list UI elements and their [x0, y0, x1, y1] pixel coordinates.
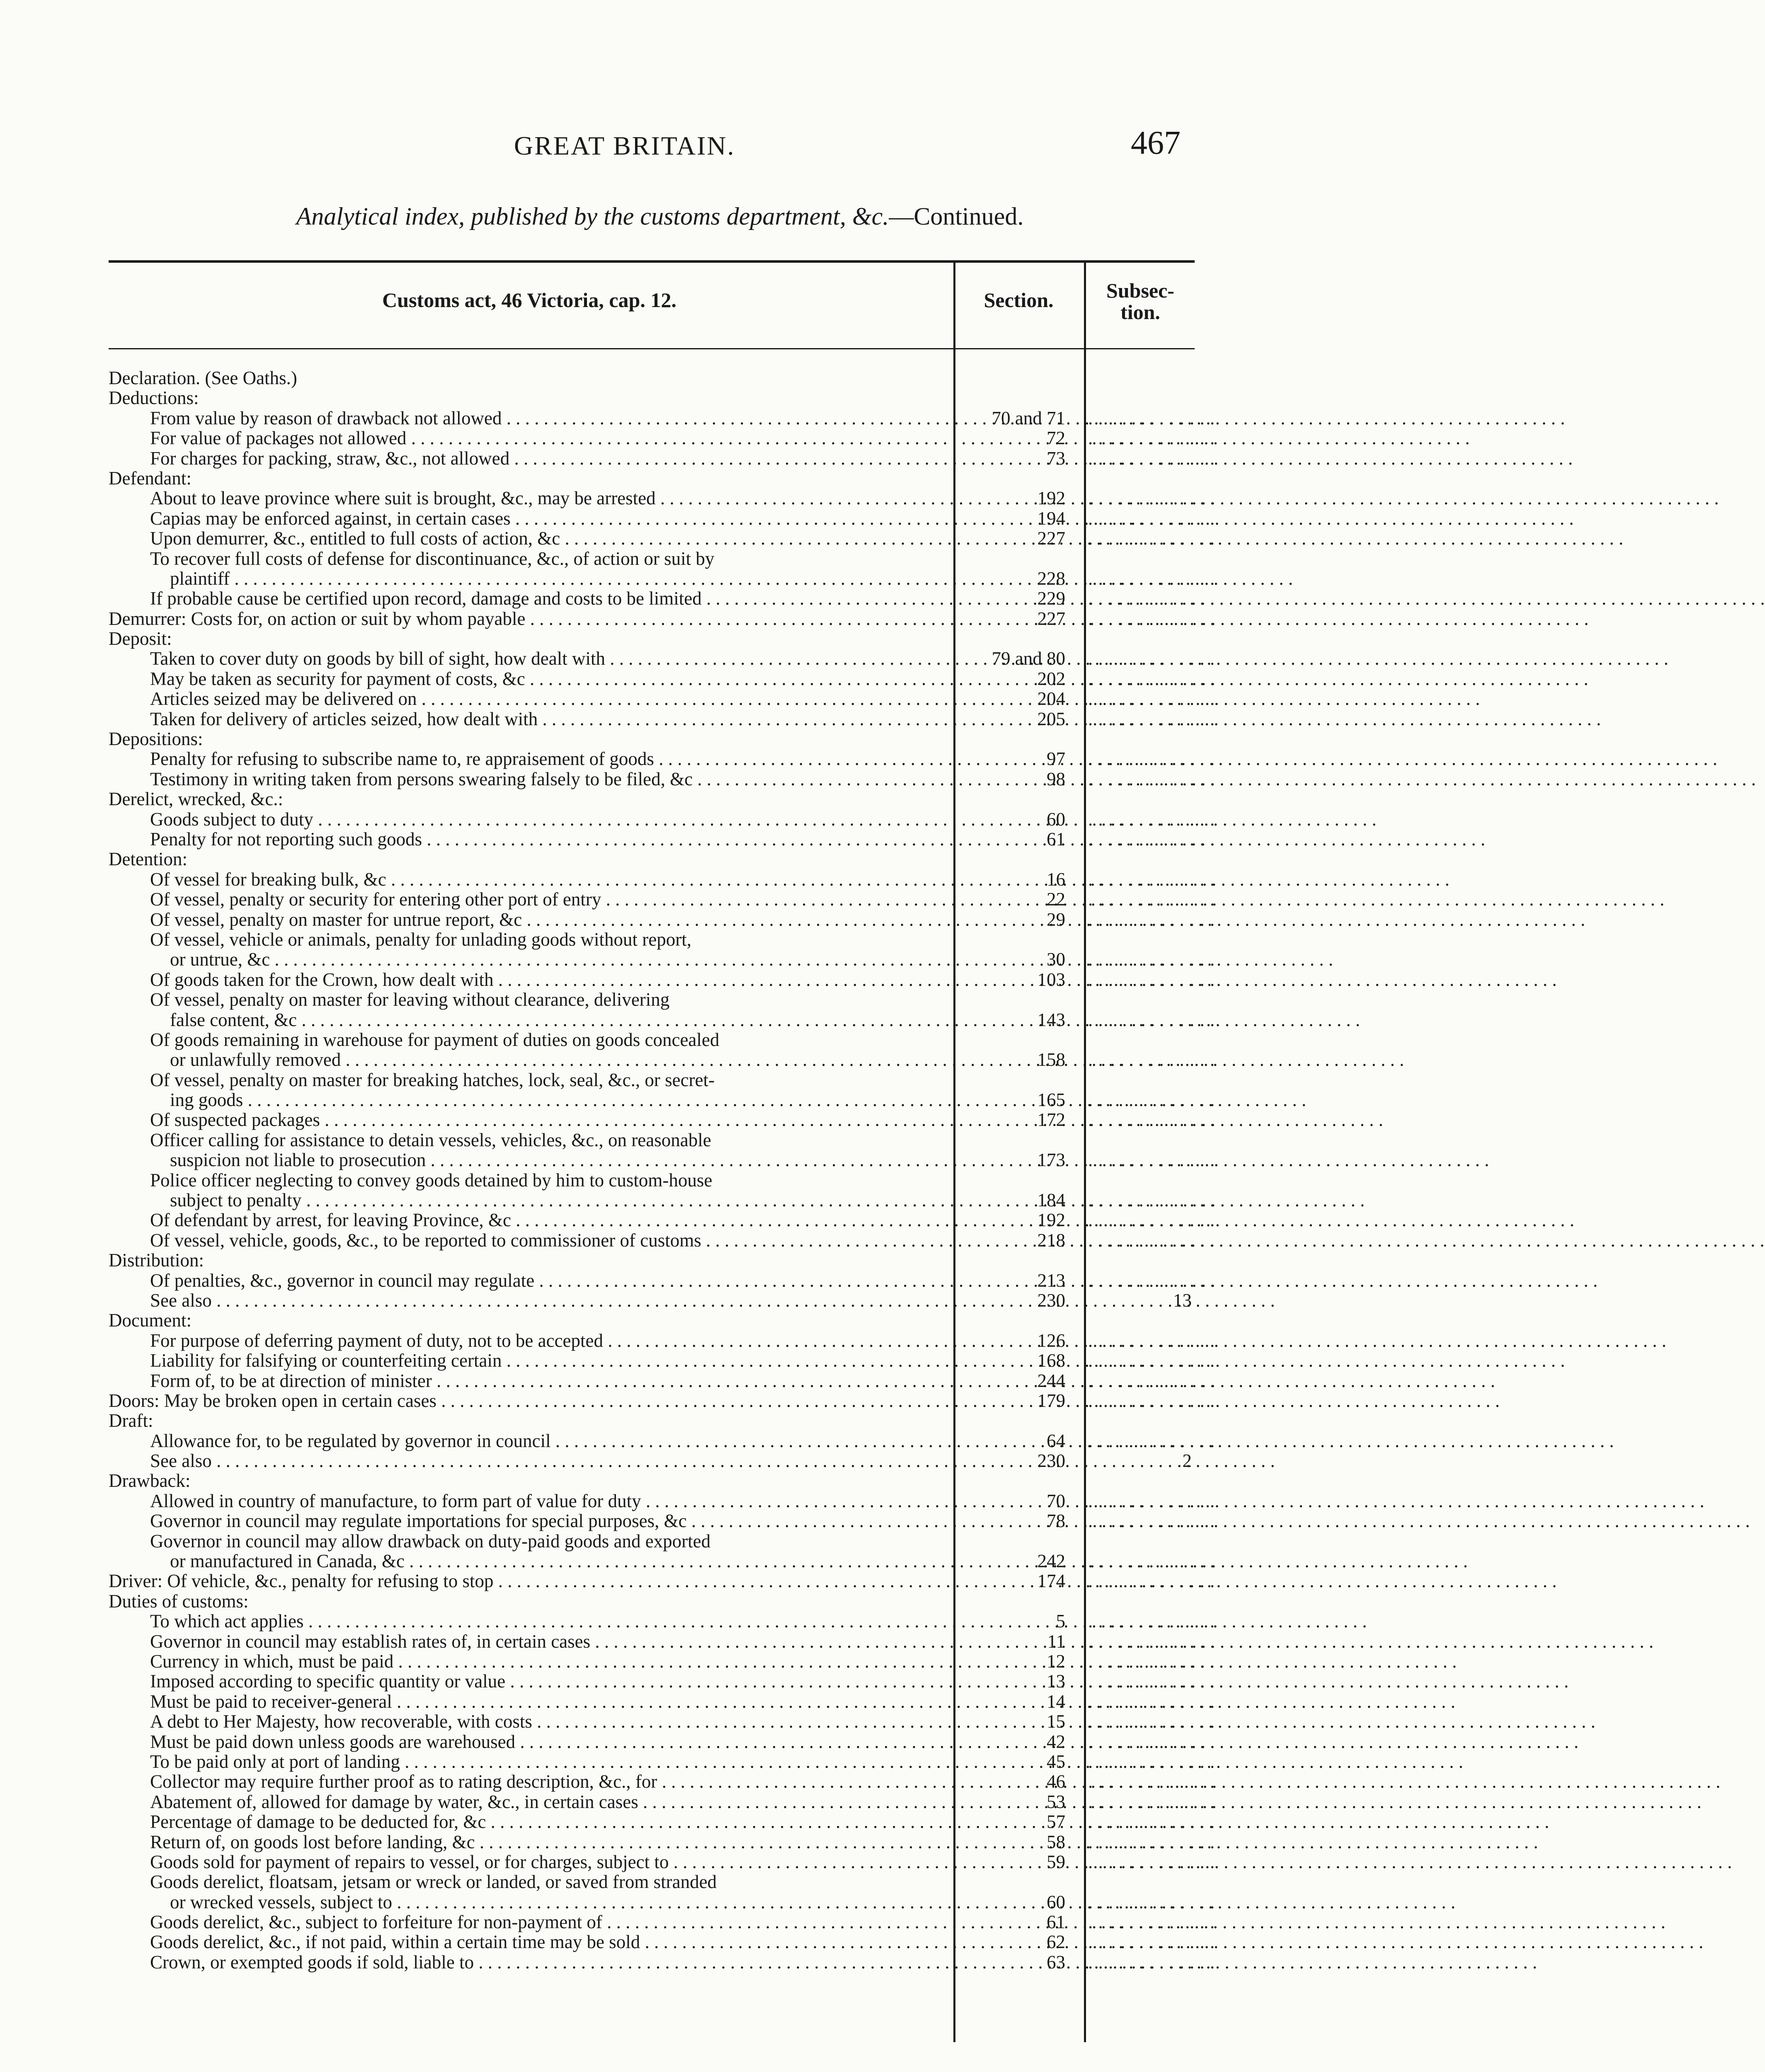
section-number: 16: [1047, 869, 1065, 890]
section-number: 46: [1047, 1771, 1065, 1792]
subsection-leader: . . . . . . . . . . . . .: [1088, 768, 1215, 789]
subsection-leader: . . . . . . . . . . . . .: [1088, 869, 1215, 890]
table-row: [0, 1551, 1320, 1571]
table-row: [0, 1852, 1320, 1872]
table-row: [0, 588, 1320, 608]
table-row: [0, 1070, 1320, 1090]
entry-text: Collector may require further proof as to rating description, &c., for . . .: [150, 1772, 950, 1791]
entry-text: To which act applies . . .: [150, 1611, 950, 1631]
subsection-leader: . . . . . . . . . . . . .: [1088, 708, 1215, 729]
entry-text: Declaration. (See Oaths.): [109, 368, 297, 388]
subsection-leader: . . . . . . . . . . . . .: [1088, 909, 1215, 930]
column-header-subsection: [1086, 280, 1195, 323]
entry-text: May be taken as security for payment of costs, &c . . .: [150, 669, 950, 689]
table-row: [0, 1631, 1320, 1651]
table-row: [0, 1411, 1320, 1431]
entry-text: Return of, on goods lost before landing, &c . . .: [150, 1832, 950, 1852]
subsection-leader: . . . . . . . . . . . . .: [1088, 748, 1215, 770]
table-row: [0, 849, 1320, 869]
subsection-leader: . . . . . . . . . . . . .: [1088, 648, 1215, 669]
entry-text: plaintiff . . .: [170, 569, 950, 588]
table-row: [0, 729, 1320, 749]
section-number: 103: [1037, 969, 1065, 990]
table-row: [0, 1451, 1320, 1471]
table-row: [0, 428, 1320, 448]
subsection-leader: . . . . . . . . . . . . .: [1088, 568, 1215, 589]
table-row: [0, 1170, 1320, 1190]
table-row: [0, 1371, 1320, 1391]
table-row: [0, 1752, 1320, 1772]
table-row: [0, 1832, 1320, 1852]
section-number: 230: [1037, 1290, 1065, 1311]
entry-text: Governor in council may allow drawback on duty-paid goods and exported: [150, 1530, 711, 1552]
entry-text: Depositions:: [109, 729, 203, 750]
entry-text: Driver: Of vehicle, &c., penalty for refusing to stop . . .: [109, 1571, 950, 1591]
table-row: [0, 569, 1320, 588]
entry-text: Drawback:: [109, 1470, 191, 1491]
table-row: [0, 1210, 1320, 1230]
subsection-leader: . . . . . . . . . . . . .: [1088, 1831, 1215, 1852]
table-row: [0, 649, 1320, 668]
table-row: [0, 929, 1320, 949]
entry-text: Penalty for not reporting such goods . . .: [150, 829, 950, 849]
table-row: [0, 1310, 1320, 1330]
subsection-leader: . . . . . . . . . . . . .: [1088, 1691, 1215, 1712]
entry-text: Of vessel, vehicle, goods, &c., to be reported to commissioner of customs . . .: [150, 1230, 950, 1250]
subsection-leader: . . . . . . . . . . . . .: [1088, 1611, 1215, 1632]
table-row: [0, 1711, 1320, 1731]
entry-text: Testimony in writing taken from persons swearing falsely to be filed, &c . . .: [150, 769, 950, 789]
entry-text: Of penalties, &c., governor in council may regulate . . .: [150, 1271, 950, 1290]
table-row: [0, 488, 1320, 508]
subsection-leader: . . . . . . . . . . . . .: [1088, 1190, 1215, 1211]
entry-text: Articles seized may be delivered on . . .: [150, 689, 950, 709]
entry-text: Currency in which, must be paid . . .: [150, 1651, 950, 1671]
entry-text: To recover full costs of defense for discontinuance, &c., of action or suit by: [150, 548, 715, 569]
entry-text: Governor in council may regulate importations for special purposes, &c . . .: [150, 1511, 950, 1531]
section-number: 179: [1037, 1390, 1065, 1411]
subsection-leader: . . . . . . . . . . . . .: [1088, 1330, 1215, 1351]
section-number: 168: [1037, 1350, 1065, 1371]
section-number: 15: [1047, 1711, 1065, 1732]
section-number: 242: [1037, 1551, 1065, 1572]
entry-text: Of vessel, penalty on master for leaving without clearance, delivering: [150, 989, 670, 1010]
entry-text: From value by reason of drawback not allowed . . .: [150, 408, 950, 428]
entry-text: Doors: May be broken open in certain cases . . .: [109, 1391, 950, 1411]
subsection-leader: . . . . . . . . . . . . .: [1088, 1350, 1215, 1371]
table-row: [0, 1290, 1320, 1310]
entry-text: Duties of customs:: [109, 1590, 249, 1612]
entry-text: or wrecked vessels, subject to . . .: [170, 1892, 950, 1912]
entry-text: or untrue, &c . . .: [170, 949, 950, 969]
table-row: [0, 809, 1320, 829]
entry-text: Of suspected packages . . .: [150, 1110, 950, 1130]
table-head-rule: [109, 348, 1195, 349]
subtitle-tail: —Continued.: [889, 203, 1024, 230]
table-row: [0, 769, 1320, 789]
table-row: [0, 1952, 1320, 1972]
table-row: [0, 1511, 1320, 1531]
section-number: 173: [1037, 1150, 1065, 1171]
section-number: 165: [1037, 1089, 1065, 1111]
table-row: [0, 689, 1320, 709]
section-number: 158: [1037, 1049, 1065, 1070]
table-row: [0, 609, 1320, 629]
table-row: [0, 468, 1320, 488]
entry-text: For value of packages not allowed . . .: [150, 428, 950, 448]
entry-text: A debt to Her Majesty, how recoverable, with costs . . .: [150, 1711, 950, 1731]
running-title: GREAT BRITAIN.: [514, 131, 735, 160]
section-number: 57: [1047, 1811, 1065, 1832]
subsection-leader: . . . . . . . . . . . . .: [1088, 1851, 1215, 1872]
index-table-body: [0, 368, 1320, 1972]
table-row: [0, 528, 1320, 548]
table-row: [0, 669, 1320, 689]
subsection-leader: . . . . . . . . . . . . .: [1088, 688, 1215, 709]
table-row: [0, 1110, 1320, 1130]
entry-text: Percentage of damage to be deducted for, &c . . .: [150, 1812, 950, 1832]
entry-text: About to leave province where suit is brought, &c., may be arrested . . .: [150, 488, 950, 508]
subsection-number: 2: [1182, 1450, 1192, 1472]
table-row: [0, 709, 1320, 729]
entry-text: Distribution:: [109, 1250, 204, 1271]
entry-text: Of defendant by arrest, for leaving Province, &c . . .: [150, 1210, 950, 1230]
table-row: [0, 1331, 1320, 1351]
section-number: 61: [1047, 828, 1065, 850]
section-number: 72: [1047, 428, 1065, 449]
section-number: 13: [1047, 1671, 1065, 1692]
section-number: 205: [1037, 708, 1065, 729]
subsection-leader: . . . . . . . . . . . . .: [1088, 1009, 1215, 1030]
column-header-section: Section.: [984, 288, 1054, 312]
subsection-leader: . . . . . . . . . . . . .: [1088, 808, 1215, 830]
section-number: 229: [1037, 588, 1065, 609]
subsection-leader: . . . . . . . . . . . . .: [1088, 1571, 1215, 1592]
subsection-leader: . . . . . . . . . . . . .: [1088, 1771, 1215, 1792]
section-number: 30: [1047, 949, 1065, 970]
section-number: 227: [1037, 528, 1065, 549]
table-row: [0, 829, 1320, 849]
subsection-header-line1: Subsec-: [1106, 279, 1174, 302]
entry-text: Of vessel, penalty on master for breaking hatches, lock, seal, &c., or secret-: [150, 1069, 715, 1090]
subsection-leader: . . . . . . . . . . . . .: [1088, 528, 1215, 549]
entry-text: Taken for delivery of articles seized, how dealt with . . .: [150, 709, 950, 729]
entry-text: suspicion not liable to prosecution . . .: [170, 1150, 950, 1170]
subsection-leader: . . . . . . . . . . . . .: [1088, 1912, 1215, 1933]
entry-text: If probable cause be certified upon record, damage and costs to be limited . . .: [150, 588, 950, 608]
entry-text: Goods derelict, floatsam, jetsam or wreck or landed, or saved from stranded: [150, 1871, 717, 1893]
section-number: 62: [1047, 1932, 1065, 1953]
subsection-leader: . . . . . . . . . . . . .: [1088, 1390, 1215, 1411]
subsection-number: 13: [1173, 1290, 1192, 1311]
page-subtitle: [0, 202, 1320, 231]
entry-text: Abatement of, allowed for damage by water, &c., in certain cases . . .: [150, 1792, 950, 1812]
table-row: [0, 1591, 1320, 1611]
entry-text: Of vessel, penalty on master for untrue report, &c . . .: [150, 910, 950, 929]
table-row: [0, 1150, 1320, 1170]
entry-text: or unlawfully removed . . .: [170, 1050, 950, 1070]
section-number: 70: [1047, 1490, 1065, 1511]
section-number: 61: [1047, 1912, 1065, 1933]
table-row: [0, 629, 1320, 649]
subsection-leader: . . . . . . . . . . . . .: [1088, 407, 1215, 428]
section-number: 184: [1037, 1190, 1065, 1211]
subsection-leader: . . . . . . . . . . . . .: [1088, 1891, 1215, 1912]
section-number: 45: [1047, 1751, 1065, 1772]
subsection-leader: . . . . . . . . . . . . .: [1088, 1631, 1215, 1652]
section-number: 29: [1047, 909, 1065, 930]
subsection-leader: . . . . . . . . . . . . .: [1088, 1270, 1215, 1291]
subsection-header-line2: tion.: [1120, 300, 1160, 324]
section-number: 98: [1047, 768, 1065, 789]
section-number: 192: [1037, 488, 1065, 509]
entry-text: Detention:: [109, 849, 187, 870]
table-row: [0, 1651, 1320, 1671]
entry-text: Governor in council may establish rates of, in certain cases . . .: [150, 1631, 950, 1651]
subsection-leader: . . . . . . . . . . . . .: [1088, 969, 1215, 990]
section-number: 228: [1037, 568, 1065, 589]
entry-text: Liability for falsifying or counterfeiting certain . . .: [150, 1351, 950, 1370]
entry-text: Capias may be enforced against, in certain cases . . .: [150, 508, 950, 528]
section-number: 12: [1047, 1651, 1065, 1672]
section-number: 192: [1037, 1210, 1065, 1231]
entry-text: Taken to cover duty on goods by bill of sight, how dealt with . . .: [150, 649, 950, 668]
table-row: [0, 549, 1320, 569]
entry-text: For purpose of deferring payment of duty, not to be accepted . . .: [150, 1331, 950, 1351]
section-number: 59: [1047, 1851, 1065, 1872]
section-number: 42: [1047, 1731, 1065, 1752]
table-row: [0, 1872, 1320, 1892]
section-number: 14: [1047, 1691, 1065, 1712]
entry-text: Officer calling for assistance to detain vessels, vehicles, &c., on reasonable: [150, 1129, 711, 1150]
subsection-leader: . . . . . . . . . . . . .: [1088, 1731, 1215, 1752]
subsection-leader: . . . . . . . . . . . . .: [1088, 1109, 1215, 1130]
entry-text: Imposed according to specific quantity or value . . .: [150, 1671, 950, 1691]
section-number: 78: [1047, 1510, 1065, 1532]
table-row: [0, 1671, 1320, 1691]
table-top-rule: [109, 260, 1195, 263]
section-number: 174: [1037, 1571, 1065, 1592]
entry-text: Allowed in country of manufacture, to form part of value for duty . . .: [150, 1491, 950, 1511]
table-row: [0, 1431, 1320, 1451]
table-row: [0, 1611, 1320, 1631]
table-row: [0, 408, 1320, 428]
entry-text: Form of, to be at direction of minister . . .: [150, 1371, 950, 1391]
subsection-leader: . . . . . . . . . . . . .: [1088, 1049, 1215, 1070]
section-number: 79 and 80: [992, 648, 1065, 669]
entry-text: Defendant:: [109, 467, 192, 489]
subsection-leader: . . . . . . . . . . . . .: [1088, 428, 1215, 449]
entry-text: Must be paid down unless goods are warehoused . . .: [150, 1732, 950, 1752]
table-row: [0, 1230, 1320, 1250]
table-row: [0, 1812, 1320, 1832]
subsection-leader: . . . . . . . . . . . . .: [1088, 448, 1215, 469]
entry-text: To be paid only at port of landing . . .: [150, 1752, 950, 1772]
table-row: [0, 889, 1320, 909]
entry-text: Derelict, wrecked, &c.:: [109, 789, 284, 810]
section-number: 194: [1037, 508, 1065, 529]
subsection-leader: . . . . . . . . . . . . .: [1088, 1651, 1215, 1672]
entry-text: Draft:: [109, 1410, 153, 1431]
entry-text: Goods derelict, &c., if not paid, within a certain time may be sold . . .: [150, 1932, 950, 1952]
subsection-leader: . . . . . . . . . . . . .: [1088, 608, 1215, 629]
subsection-leader: . . . . . . . . . . . . .: [1088, 1932, 1215, 1953]
section-number: 126: [1037, 1330, 1065, 1351]
subsection-leader: . . . . . . . . . . . . .: [1088, 1150, 1215, 1171]
subsection-leader: . . . . . . . . . . . . .: [1088, 1671, 1215, 1692]
subsection-leader: . . . . . . . . . . . . .: [1088, 889, 1215, 910]
entry-text: See also . . .: [150, 1451, 950, 1471]
subsection-leader: . . . . . . . . . . . . .: [1088, 1751, 1215, 1772]
entry-text: Of goods remaining in warehouse for payment of duties on goods concealed: [150, 1029, 720, 1050]
entry-text: Penalty for refusing to subscribe name to, re appraisement of goods . . .: [150, 749, 950, 769]
table-row: [0, 1772, 1320, 1791]
entry-text: ing goods . . .: [170, 1090, 950, 1110]
entry-text: See also . . .: [150, 1290, 950, 1310]
table-row: [0, 949, 1320, 969]
subsection-leader: . . . . . . . . . . . . .: [1088, 1811, 1215, 1832]
table-row: [0, 1190, 1320, 1210]
subsection-leader: . . . . . . . . . . . . .: [1088, 1510, 1215, 1532]
table-row: [0, 1030, 1320, 1050]
table-row: [0, 749, 1320, 769]
column-header-title: Customs act, 46 Victoria, cap. 12.: [382, 288, 676, 312]
table-row: [0, 1090, 1320, 1110]
table-row: [0, 970, 1320, 990]
table-row: [0, 388, 1320, 408]
entry-text: Demurrer: Costs for, on action or suit by whom payable . . .: [109, 609, 950, 629]
table-row: [0, 508, 1320, 528]
section-number: 64: [1047, 1430, 1065, 1451]
section-number: 70 and 71: [992, 407, 1065, 428]
entry-text: Of vessel, penalty or security for entering other port of entry . . .: [150, 889, 950, 909]
table-row: [0, 1250, 1320, 1270]
entry-text: Goods subject to duty . . .: [150, 809, 950, 829]
entry-text: Upon demurrer, &c., entitled to full costs of action, &c . . .: [150, 528, 950, 548]
entry-text: Of vessel, vehicle or animals, penalty for unlading goods without report,: [150, 929, 691, 950]
subsection-leader: . . . . . . . . . . . . .: [1088, 508, 1215, 529]
table-row: [0, 1932, 1320, 1952]
table-row: [0, 1892, 1320, 1912]
section-number: 230: [1037, 1450, 1065, 1472]
subsection-leader: . . . . . . . . . . . . .: [1088, 949, 1215, 970]
table-row: [0, 1491, 1320, 1511]
subsection-leader: . . . . . . . . . . . . .: [1088, 488, 1215, 509]
table-row: [0, 368, 1320, 388]
subsection-leader: . . . . . . . . . . . . .: [1088, 1791, 1215, 1812]
table-row: [0, 1531, 1320, 1551]
subsection-leader: . . . . . . . . . . . . .: [1088, 1551, 1215, 1572]
entry-text: false content, &c . . .: [170, 1010, 950, 1030]
table-row: [0, 1010, 1320, 1030]
section-number: 5: [1056, 1611, 1065, 1632]
entry-text: Of vessel for breaking bulk, &c . . .: [150, 869, 950, 889]
entry-text: Crown, or exempted goods if sold, liable to . . .: [150, 1952, 950, 1972]
entry-text: or manufactured in Canada, &c . . .: [170, 1551, 950, 1571]
table-row: [0, 1732, 1320, 1752]
section-number: 227: [1037, 608, 1065, 629]
entry-text: For charges for packing, straw, &c., not allowed . . .: [150, 448, 950, 468]
subsection-leader: . . . . . . . . . . . . .: [1088, 1210, 1215, 1231]
entry-text: Deposit:: [109, 628, 172, 649]
entry-text: Of goods taken for the Crown, how dealt with . . .: [150, 970, 950, 990]
entry-text: Deductions:: [109, 387, 199, 409]
subsection-leader: . . . . . . . . . . . . .: [1088, 1430, 1215, 1451]
table-row: [0, 1050, 1320, 1070]
section-number: 58: [1047, 1831, 1065, 1852]
section-number: 73: [1047, 448, 1065, 469]
subsection-leader: . . . . . . . . . . . . .: [1088, 828, 1215, 850]
entry-text: Allowance for, to be regulated by governor in council . . .: [150, 1431, 950, 1451]
subtitle-italic: Analytical index, published by the customs department, &c.: [296, 203, 889, 230]
subsection-leader: . . . . . . . . . . . . .: [1088, 1490, 1215, 1511]
section-number: 213: [1037, 1270, 1065, 1291]
section-number: 22: [1047, 889, 1065, 910]
section-number: 218: [1037, 1230, 1065, 1251]
section-number: 172: [1037, 1109, 1065, 1130]
table-row: [0, 1391, 1320, 1411]
table-row: [0, 869, 1320, 889]
entry-text: Document:: [109, 1310, 192, 1331]
section-number: 53: [1047, 1791, 1065, 1812]
table-row: [0, 1692, 1320, 1711]
entry-text: subject to penalty . . .: [170, 1190, 950, 1210]
table-row: [0, 1571, 1320, 1591]
page-number: 467: [1131, 125, 1181, 161]
entry-text: Goods sold for payment of repairs to vessel, or for charges, subject to . . .: [150, 1852, 950, 1872]
table-row: [0, 1912, 1320, 1932]
section-number: 11: [1047, 1631, 1065, 1652]
subsection-leader: . . . . . . . . . . . . .: [1088, 588, 1215, 609]
table-row: [0, 1130, 1320, 1150]
entry-text: Police officer neglecting to convey goods detained by him to custom-house: [150, 1169, 713, 1191]
entry-text: Goods derelict, &c., subject to forfeiture for non-payment of . . .: [150, 1912, 950, 1932]
table-row: [0, 990, 1320, 1009]
section-number: 97: [1047, 748, 1065, 770]
table-row: [0, 1471, 1320, 1491]
subsection-leader: . . . . . . . . . . . . .: [1088, 1089, 1215, 1111]
section-number: 143: [1037, 1009, 1065, 1030]
subsection-leader: . . . . . . . . . . . . .: [1088, 1230, 1215, 1251]
table-row: [0, 910, 1320, 929]
table-row: [0, 789, 1320, 809]
section-number: 202: [1037, 668, 1065, 689]
table-row: [0, 1351, 1320, 1370]
section-number: 63: [1047, 1951, 1065, 1973]
entry-text: Must be paid to receiver-general . . .: [150, 1692, 950, 1711]
section-number: 60: [1047, 808, 1065, 830]
subsection-leader: . . . . . . . . . . . . .: [1088, 1951, 1215, 1973]
subsection-leader: . . . . . . . . . . . . .: [1088, 1711, 1215, 1732]
section-number: 60: [1047, 1891, 1065, 1912]
table-row: [0, 1271, 1320, 1290]
section-number: 204: [1037, 688, 1065, 709]
table-row: [0, 1792, 1320, 1812]
subsection-leader: . . . . . . . . . . . . .: [1088, 1370, 1215, 1391]
subsection-leader: . . . . . . . . . . . . .: [1088, 668, 1215, 689]
section-number: 244: [1037, 1370, 1065, 1391]
table-row: [0, 448, 1320, 468]
